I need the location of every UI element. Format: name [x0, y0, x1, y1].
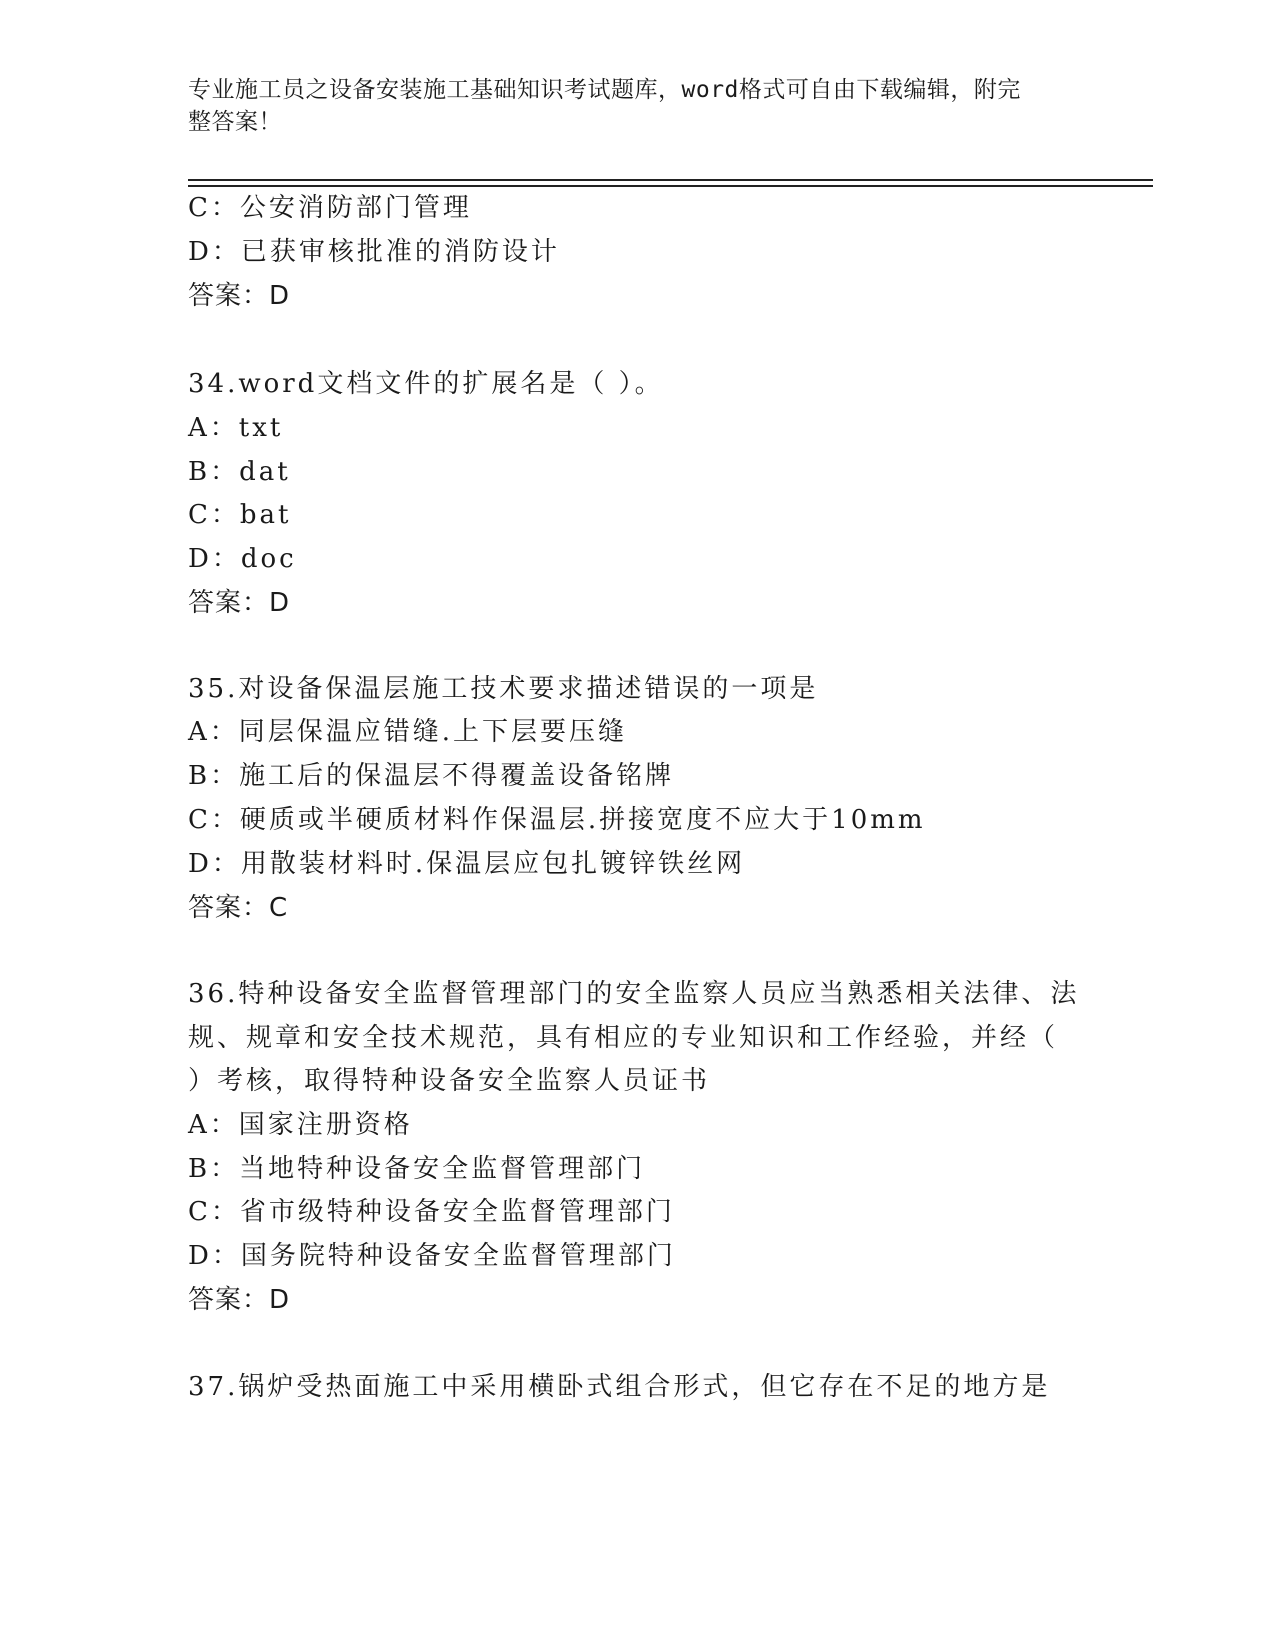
q36-stem-line-3: ）考核，取得特种设备安全监察人员证书: [188, 1066, 711, 1096]
q36-option-b: B：当地特种设备安全监督管理部门: [188, 1154, 646, 1184]
q34-option-c: C：bat: [188, 500, 292, 530]
q34-option-d: D：doc: [188, 544, 297, 574]
q36-option-c: C：省市级特种设备安全监督管理部门: [188, 1197, 675, 1227]
header-divider-top: [188, 179, 1153, 181]
q33-option-d: D：已获审核批准的消防设计: [188, 237, 560, 267]
q33-answer: 答案：D: [188, 281, 291, 311]
q35-option-b: B：施工后的保温层不得覆盖设备铭牌: [188, 761, 675, 791]
header-divider-bottom: [188, 185, 1153, 187]
q34-option-b: B：dat: [188, 457, 291, 487]
q34-answer: 答案：D: [188, 588, 291, 618]
document-header: [188, 74, 1088, 138]
q35-answer: 答案：C: [188, 893, 289, 923]
q33-option-c: C：公安消防部门管理: [188, 193, 472, 223]
q36-option-a: A：国家注册资格: [188, 1110, 413, 1140]
q36-stem-line-2: 规、规章和安全技术规范，具有相应的专业知识和工作经验，并经（: [188, 1023, 1059, 1053]
q35-stem: 35.对设备保温层施工技术要求描述错误的一项是: [188, 674, 819, 704]
q35-option-c: C：硬质或半硬质材料作保温层.拼接宽度不应大于10mm: [188, 805, 926, 835]
q37-stem: 37.锅炉受热面施工中采用横卧式组合形式，但它存在不足的地方是: [188, 1372, 1051, 1402]
q35-option-d: D：用散装材料时.保温层应包扎镀锌铁丝网: [188, 849, 746, 879]
q36-answer: 答案：D: [188, 1285, 291, 1315]
q35-option-a: A：同层保温应错缝.上下层要压缝: [188, 717, 628, 747]
q36-stem-line-1: 36.特种设备安全监督管理部门的安全监察人员应当熟悉相关法律、法: [188, 979, 1080, 1009]
header-line-1: 专业施工员之设备安装施工基础知识考试题库，word格式可自由下载编辑，附完: [188, 77, 1021, 103]
header-line-2: 整答案！: [188, 109, 282, 135]
q34-stem: 34.word文档文件的扩展名是（ ）。: [188, 369, 664, 399]
q34-option-a: A：txt: [188, 413, 284, 443]
q36-option-d: D：国务院特种设备安全监督管理部门: [188, 1241, 676, 1271]
